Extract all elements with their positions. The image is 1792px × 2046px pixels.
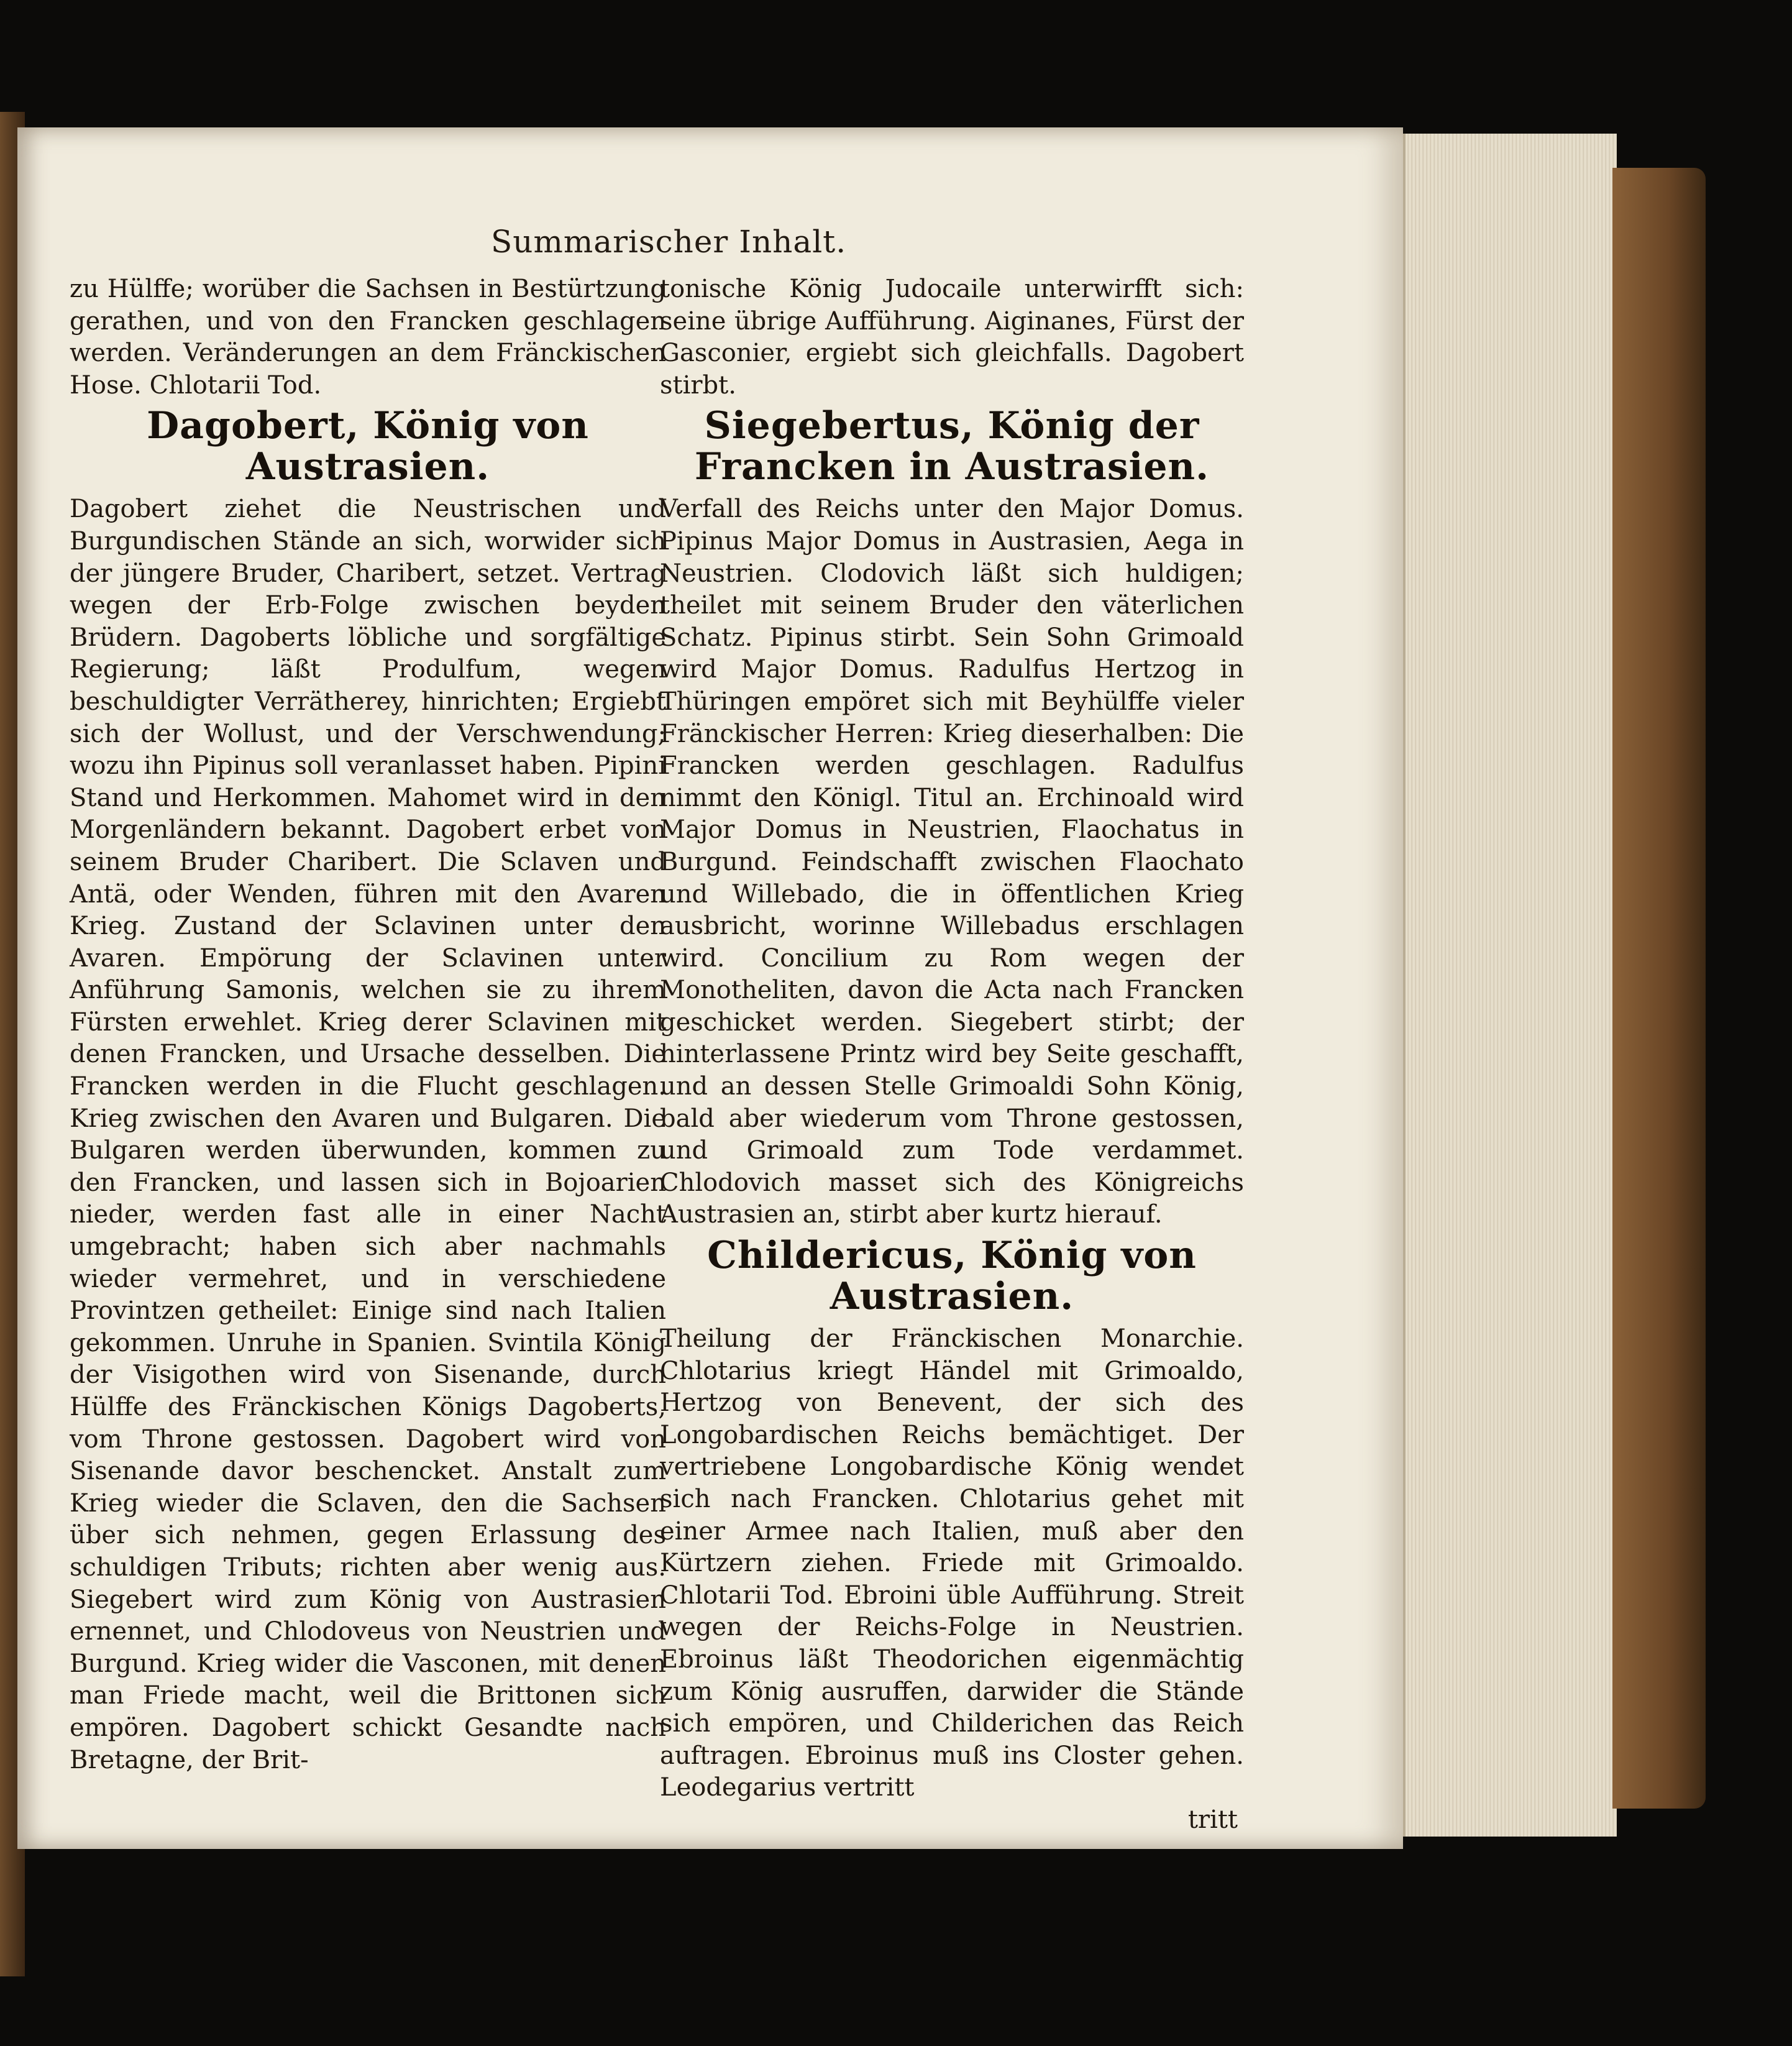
- heading-childericus: Childericus, König von Austrasien.: [707, 1234, 1197, 1319]
- left-column: [70, 273, 666, 1776]
- right-intro-text: tonische König Judocaile unterwirfft sich: seine übrige Aufführung. Aiginanes, Fürst der Gasconier, ergiebt sich gleichfalls. Dagobert stirbt.: [660, 275, 1244, 400]
- siegebertus-body-text: Verfall des Reichs unter den Major Domus. Pipinus Major Domus in Austrasien, Aega in Neustrien. Clodovich läßt sich huldigen; theilet mit seinem Bruder den väterlichen Schatz. Pipinus stirbt. Sein Sohn Grimoald wird Major Domus. Radulfus Hertzog in Thüringen empöret sich mit Beyhülffe vieler Fränckischer Herren: Krieg dieserhalben: Die Francken werden geschlagen. Radulfus nimmt den Königl. Titul an. Erchinoald wird Major Domus in Neustrien, Flaochatus in Burgund. Feindschafft zwischen Flaochato und Willebado, die in öffentlichen Krieg ausbricht, worinne Willebadus erschlagen wird. Concilium zu Rom wegen der Monotheliten, davon die Acta nach Francken geschicket werden. Siegebert stirbt; der hinterlassene Printz wird bey Seite geschafft, und an dessen Stelle Grimoaldi Sohn König, bald aber wiederum vom Throne gestossen, und Grimoald zum Tode verdammet. Chlodovich masset sich des Königreichs Austrasien an, stirbt aber kurtz hierauf.: [660, 495, 1244, 1229]
- left-intro-text: zu Hülffe; worüber die Sachsen in Bestürtzung gerathen, und von den Francken geschlagen werden. Veränderungen an dem Fränckischen Hose. Chlotarii Tod.: [70, 275, 666, 400]
- book-cover-right: [1612, 168, 1706, 1809]
- left-body-text: Dagobert ziehet die Neustrischen und Burgundischen Stände an sich, worwider sich der jüngere Bruder, Charibert, setzet. Vertrag wegen der Erb-Folge zwischen beyden Brüdern. Dagoberts löbliche und sorgfältige Regierung; läßt Produlfum, wegen beschuldigter Verrätherey, hinrichten; Ergiebt sich der Wollust, und der Verschwendung; wozu ihn Pipinus soll veranlasset haben. Pipini Stand und Herkommen. Mahomet wird in den Morgenländern bekannt. Dagobert erbet von seinem Bruder Charibert. Die Sclaven und Antä, oder Wenden, führen mit den Avaren Krieg. Zustand der Sclavinen unter den Avaren. Empörung der Sclavinen unter Anführung Samonis, welchen sie zu ihrem Fürsten erwehlet. Krieg derer Sclavinen mit denen Francken, und Ursache desselben. Die Francken werden in die Flucht geschlagen. Krieg zwischen den Avaren und Bulgaren. Die Bulgaren werden überwunden, kommen zu den Francken, und lassen sich in Bojoarien nieder, werden fast alle in einer Nacht umgebracht; haben sich aber nachmahls wieder vermehret, und in verschiedene Provintzen getheilet: Einige sind nach Italien gekommen. Unruhe in Spanien. Svintila König der Visigothen wird von Sisenande, durch Hülffe des Fränckischen Königs Dagoberts, vom Throne gestossen. Dagobert wird von Sisenande davor beschencket. Anstalt zum Krieg wieder die Sclaven, den die Sachsen über sich nehmen, gegen Erlassung des schuldigen Tributs; richten aber wenig aus. Siegebert wird zum König von Austrasien ernennet, und Chlodoveus von Neustrien und Burgund. Krieg wider die Vasconen, mit denen man Friede macht, weil die Brittonen sich empören. Dagobert schickt Gesandte nach Bretagne, der Brit-: [70, 495, 666, 1774]
- catchword: tritt: [1187, 1805, 1238, 1834]
- childericus-body-text: Theilung der Fränckischen Monarchie. Chlotarius kriegt Händel mit Grimoaldo, Hertzog von Benevent, der sich des Longobardischen Reichs bemächtiget. Der vertriebene Longobardische König wendet sich nach Francken. Chlotarius gehet mit einer Armee nach Italien, muß aber den Kürtzern ziehen. Friede mit Grimoaldo. Chlotarii Tod. Ebroini üble Aufführung. Streit wegen der Reichs-Folge in Neustrien. Ebroinus läßt Theodorichen eigenmächtig zum König ausruffen, darwider die Stände sich empören, und Childerichen das Reich auftragen. Ebroinus muß ins Closter gehen. Leodegarius vertritt: [660, 1324, 1244, 1802]
- heading-siegebertus: Siegebertus, König der Francken in Austrasien.: [694, 404, 1210, 489]
- running-header: Summarischer Inhalt.: [491, 224, 847, 260]
- right-column: [660, 273, 1244, 1835]
- heading-dagobert: Dagobert, König von Austrasien.: [147, 404, 589, 489]
- page-edges: [1403, 134, 1617, 1837]
